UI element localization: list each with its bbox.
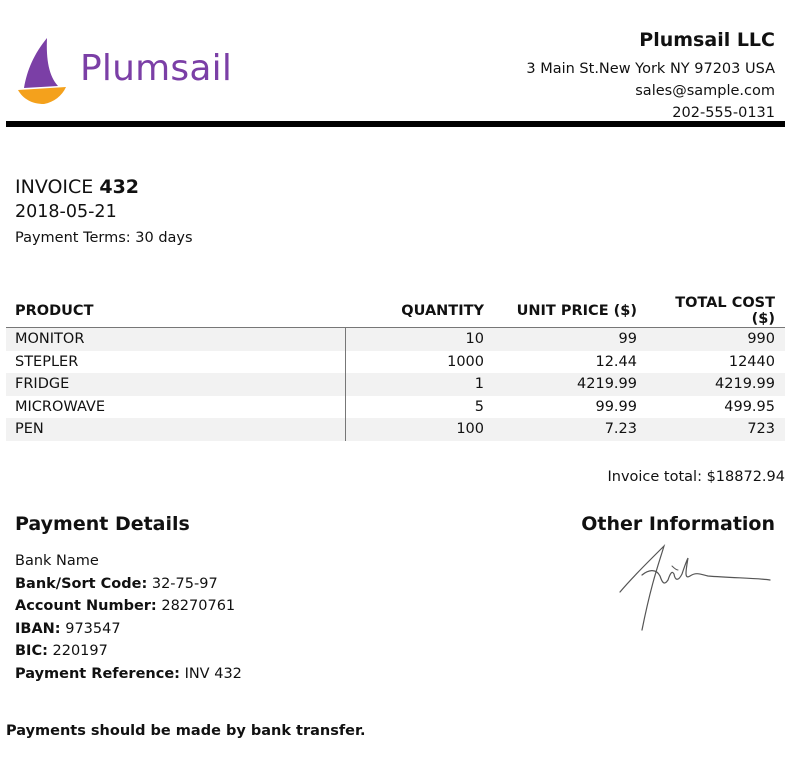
- cell-unit-price: 12.44: [595, 353, 637, 370]
- cell-quantity: 1: [345, 373, 494, 396]
- reference-line: [15, 663, 242, 686]
- table-row: [6, 328, 785, 351]
- bic-line: [15, 640, 242, 663]
- payment-details-heading: Payment Details: [15, 513, 190, 535]
- table-row: [6, 396, 785, 419]
- payment-details: [15, 550, 242, 685]
- column-header-unit-price: UNIT PRICE ($): [494, 295, 647, 328]
- column-header-quantity: QUANTITY: [345, 295, 494, 328]
- table-row: [6, 373, 785, 396]
- account-line: [15, 595, 242, 618]
- cell-unit-price: 7.23: [494, 418, 647, 441]
- iban-line: [15, 618, 242, 641]
- iban-label: IBAN:: [15, 620, 61, 637]
- cell-total-cost: 4219.99: [647, 373, 785, 396]
- cell-quantity: 10: [345, 328, 494, 351]
- cell-product: STEPLER: [6, 351, 345, 374]
- iban-value: 973547: [65, 620, 121, 637]
- invoice-date: 2018-05-21: [15, 202, 117, 222]
- cell-unit-price: 99.99: [595, 398, 637, 415]
- table-row: [6, 418, 785, 441]
- payment-terms: Payment Terms: 30 days: [15, 230, 193, 246]
- cell-unit-price: 4219.99: [494, 373, 647, 396]
- bic-value: 220197: [52, 643, 108, 659]
- sort-code-value: 32-75-97: [151, 575, 218, 592]
- sort-code-line: [15, 573, 242, 596]
- logo-text: Plumsail: [80, 48, 233, 89]
- company-logo: [14, 36, 274, 108]
- invoice-label: INVOICE: [15, 176, 94, 198]
- cell-quantity: 100: [345, 418, 494, 441]
- invoice-number: 432: [99, 176, 140, 198]
- cell-quantity: 5: [474, 398, 484, 415]
- company-email: sales@sample.com: [635, 83, 775, 99]
- invoice-info: [15, 175, 193, 249]
- company-address: 3 Main St.New York NY 97203 USA: [526, 61, 775, 77]
- cell-product: MICROWAVE: [6, 396, 345, 419]
- cell-total-cost: 499.95: [724, 398, 775, 415]
- invoice-total: Invoice total: $18872.94: [607, 469, 785, 485]
- footer-note: Payments should be made by bank transfer.: [6, 723, 366, 739]
- cell-total-cost: 723: [647, 418, 785, 441]
- cell-product: FRIDGE: [6, 373, 345, 396]
- company-info: [526, 28, 775, 124]
- account-label: Account Number:: [15, 598, 157, 614]
- cell-product: PEN: [6, 418, 345, 441]
- signature-icon: [612, 540, 782, 635]
- sail-icon: [14, 36, 74, 108]
- column-header-total-cost: TOTAL COST ($): [647, 295, 785, 328]
- cell-quantity: 1000: [447, 353, 484, 370]
- reference-value: INV 432: [184, 665, 242, 682]
- table-row: [6, 351, 785, 374]
- invoice-items-table: [6, 295, 785, 441]
- cell-total-cost: 12440: [728, 353, 775, 370]
- reference-label: Payment Reference:: [15, 665, 180, 682]
- bank-name: Bank Name: [15, 553, 99, 569]
- table-header-row: [6, 295, 785, 328]
- sort-code-label: Bank/Sort Code:: [15, 575, 148, 592]
- invoice-title: [15, 175, 193, 199]
- company-phone: 202-555-0131: [672, 105, 775, 121]
- account-value: 28270761: [161, 598, 236, 614]
- cell-total-cost: 990: [647, 328, 785, 351]
- header-divider: [6, 121, 785, 127]
- company-name: Plumsail LLC: [639, 29, 775, 51]
- cell-unit-price: 99: [494, 328, 647, 351]
- bic-label: BIC:: [15, 643, 48, 659]
- other-information-heading: Other Information: [581, 513, 775, 535]
- cell-product: MONITOR: [6, 328, 345, 351]
- column-header-product: PRODUCT: [6, 295, 345, 328]
